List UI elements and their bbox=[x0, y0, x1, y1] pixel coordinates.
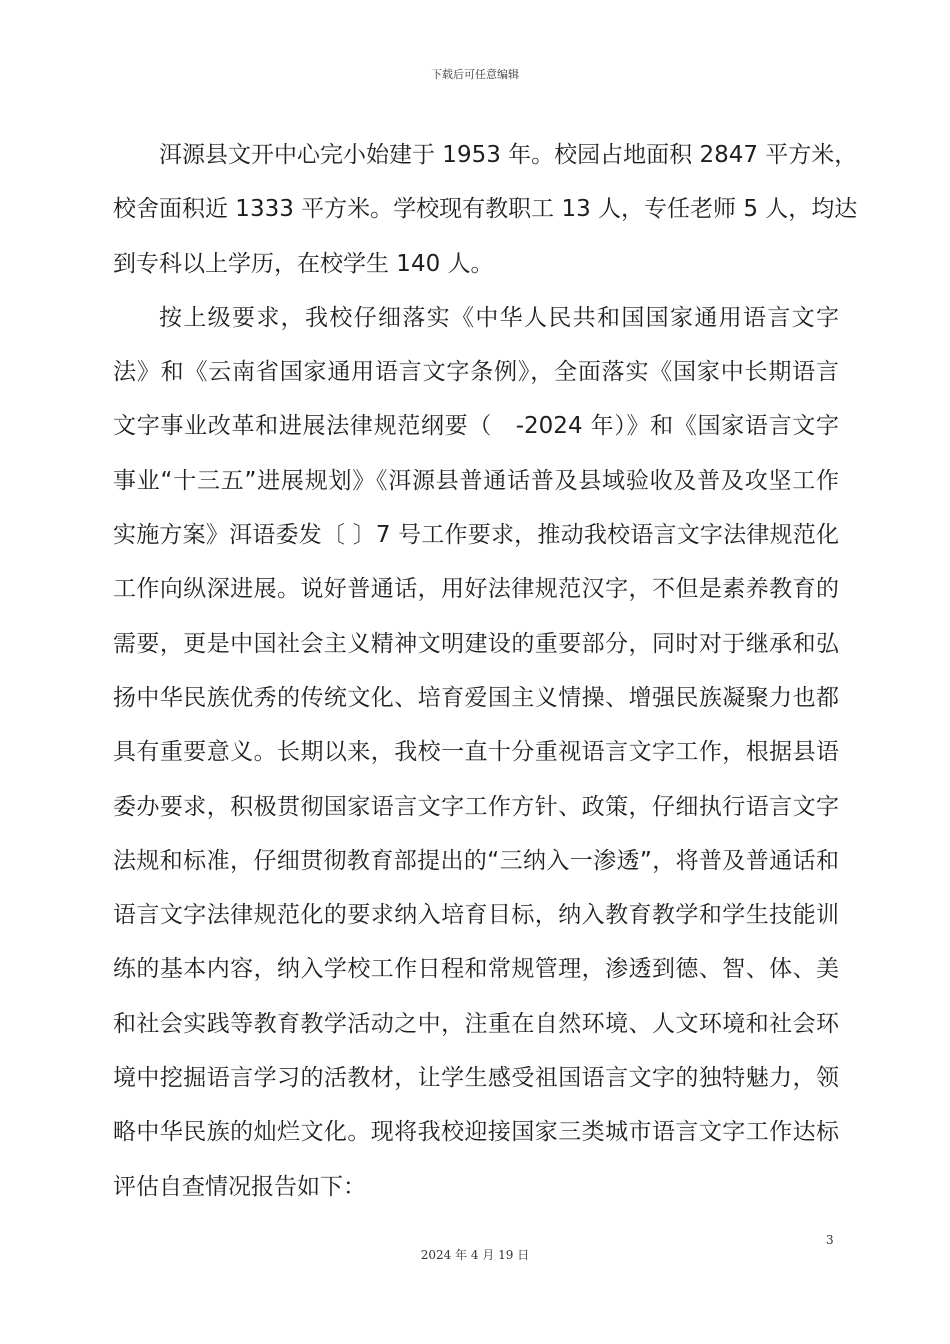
page-header: 下载后可任意编辑 bbox=[431, 68, 519, 81]
paragraph-2 bbox=[113, 291, 839, 1214]
paragraph-line: 文字事业改革和进展法律规范纲要（ -2024 年）》和《国家语言文字 bbox=[113, 413, 839, 440]
paragraph-line: 境中挖掘语言学习的活教材，让学生感受祖国语言文字的独特魅力，领 bbox=[113, 1065, 839, 1092]
paragraph-line: 和社会实践等教育教学活动之中，注重在自然环境、人文环境和社会环 bbox=[113, 1010, 839, 1037]
paragraph-line: 洱源县文开中心完小始建于 1953 年。校园占地面积 2847 平方米， bbox=[159, 142, 858, 168]
document-body bbox=[113, 128, 858, 1214]
paragraph-line: 事业“十三五”进展规划》《洱源县普通话普及县域验收及普及攻坚工作 bbox=[113, 467, 839, 494]
footer-date: 2024 年 4 月 19 日 bbox=[420, 1248, 530, 1262]
paragraph-line: 评估自查情况报告如下： bbox=[113, 1173, 366, 1200]
paragraph-line: 具有重要意义。长期以来，我校一直十分重视语言文字工作，根据县语 bbox=[113, 739, 839, 766]
page-number: 3 bbox=[826, 1233, 834, 1247]
paragraph-line: 略中华民族的灿烂文化。现将我校迎接国家三类城市语言文字工作达标 bbox=[113, 1119, 839, 1146]
paragraph-line: 实施方案》洱语委发〔 〕7 号工作要求，推动我校语言文字法律规范化 bbox=[113, 522, 839, 549]
paragraph-line: 工作向纵深进展。说好普通话，用好法律规范汉字，不但是素养教育的 bbox=[113, 576, 839, 603]
paragraph-line: 按上级要求，我校仔细落实《中华人民共和国国家通用语言文字 bbox=[159, 304, 839, 331]
paragraph-line: 法规和标准，仔细贯彻教育部提出的“三纳入一渗透”，将普及普通话和 bbox=[113, 847, 839, 874]
paragraph-line: 法》和《云南省国家通用语言文字条例》，全面落实《国家中长期语言 bbox=[113, 359, 839, 386]
paragraph-line: 委办要求，积极贯彻国家语言文字工作方针、政策，仔细执行语言文字 bbox=[113, 793, 839, 820]
paragraph-line: 需要，更是中国社会主义精神文明建设的重要部分，同时对于继承和弘 bbox=[113, 630, 839, 657]
paragraph-line: 语言文字法律规范化的要求纳入培育目标，纳入教育教学和学生技能训 bbox=[113, 902, 839, 929]
paragraph-line: 到专科以上学历，在校学生 140 人。 bbox=[113, 250, 494, 277]
paragraph-line: 扬中华民族优秀的传统文化、培育爱国主义情操、增强民族凝聚力也都 bbox=[113, 684, 839, 711]
paragraph-1 bbox=[113, 128, 858, 291]
paragraph-line: 校舍面积近 1333 平方米。学校现有教职工 13 人，专任老师 5 人，均达 bbox=[113, 196, 858, 223]
paragraph-line: 练的基本内容，纳入学校工作日程和常规管理，渗透到德、智、体、美 bbox=[113, 956, 839, 983]
